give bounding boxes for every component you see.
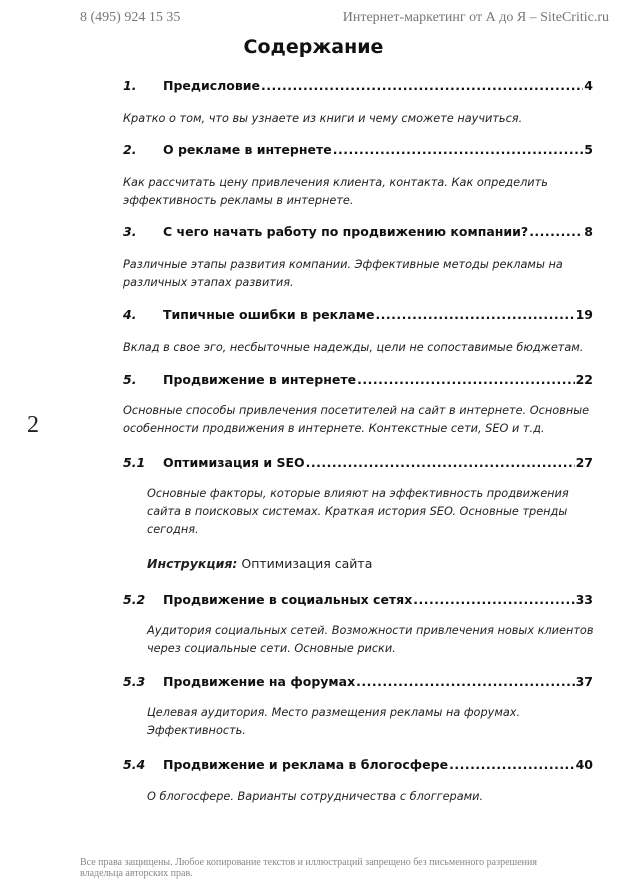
toc-entry-page: 22 [575,372,593,387]
toc-entry-title: Продвижение и реклама в блогосфере [163,757,449,772]
toc-entry-description: Основные способы привлечения посетителей на сайт в интернете. Основные особенности продвижения в интернете. Контекстные сети, SEO и т.д. [123,404,590,435]
toc-entry-description: Целевая аудитория. Место размещения рекламы на форумах. Эффективность. [147,706,521,737]
instruction-text: Оптимизация сайта [237,556,373,571]
toc-leader-dots [306,455,575,470]
toc-entry-page: 37 [575,674,593,689]
toc-entry-number: 5.4 [123,757,146,772]
toc-entry-title: Продвижение в интернете [163,372,357,387]
toc-entry[interactable] [123,674,593,689]
page-number: 2 [27,412,39,438]
toc-entry-description: О блогосфере. Варианты сотрудничества с блоггерами. [147,790,484,803]
toc-entry[interactable] [123,142,593,157]
toc-leader-dots [357,372,575,387]
instruction-line[interactable] [147,556,372,571]
toc-entry-title: Предисловие [163,78,261,93]
toc-leader-dots [333,142,584,157]
toc-entry-page: 33 [575,592,593,607]
toc-entry-title: Продвижение на форумах [163,674,356,689]
toc-entry-page: 5 [584,142,593,157]
toc-entry-number: 5.3 [123,674,146,689]
header-phone: 8 (495) 924 15 35 [80,10,181,25]
copyright-footer: Все права защищены. Любое копирование текстов и иллюстраций запрещено без письменного разрешения владельца авторских прав. [80,857,537,879]
toc-entry-page: 19 [575,307,593,322]
toc-entry-number: 4. [123,307,137,322]
page-title: Содержание [243,36,384,58]
toc-entry-title: Оптимизация и SEO [163,455,305,470]
toc-leader-dots [413,592,574,607]
toc-entry-number: 2. [123,142,137,157]
toc-entry-description: Вклад в свое эго, несбыточные надежды, цели не сопоставимые бюджетам. [123,341,584,354]
instruction-label: Инструкция: [147,556,238,571]
toc-entry[interactable] [123,307,593,322]
header-site: Интернет-маркетинг от А до Я – SiteCritic.ru [342,10,609,25]
toc-entry-description: Основные факторы, которые влияют на эффективность продвижения сайта в поисковых системах. Краткая история SEO. Основные тренды сегодня. [147,487,569,536]
toc-entry[interactable] [123,592,593,607]
toc-entry[interactable] [123,224,593,239]
toc-entry-page: 8 [584,224,593,239]
toc-leader-dots [529,224,583,239]
toc-entry[interactable] [123,757,593,772]
toc-entry-description: Аудитория социальных сетей. Возможности привлечения новых клиентов через социальные сети. Основные риски. [147,624,594,655]
toc-entry-page: 27 [575,455,593,470]
toc-entry-title: Продвижение в социальных сетях [163,592,413,607]
toc-entry-number: 5. [123,372,137,387]
toc-entry-title: С чего начать работу по продвижению компании? [163,224,529,239]
toc-leader-dots [261,78,583,93]
toc-entry-number: 1. [123,78,137,93]
toc-entry[interactable] [123,78,593,93]
toc-entry[interactable] [123,455,593,470]
toc-entry-number: 5.1 [123,455,146,470]
toc-entry-description: Различные этапы развития компании. Эффективные методы рекламы на различных этапах развития. [123,258,563,289]
toc-entry-number: 5.2 [123,592,146,607]
toc-entry-page: 4 [584,78,593,93]
toc-entry-description: Как рассчитать цену привлечения клиента, контакта. Как определить эффективность рекламы в интернете. [123,176,548,207]
toc-entry-description: Кратко о том, что вы узнаете из книги и чему сможете научиться. [123,112,523,125]
toc-leader-dots [375,307,574,322]
toc-entry-number: 3. [123,224,137,239]
toc-leader-dots [449,757,575,772]
toc-leader-dots [356,674,574,689]
toc-entry-page: 40 [575,757,593,772]
toc-entry-title: Типичные ошибки в рекламе [163,307,375,322]
toc-entry[interactable] [123,372,593,387]
toc-entry-title: О рекламе в интернете [163,142,332,157]
